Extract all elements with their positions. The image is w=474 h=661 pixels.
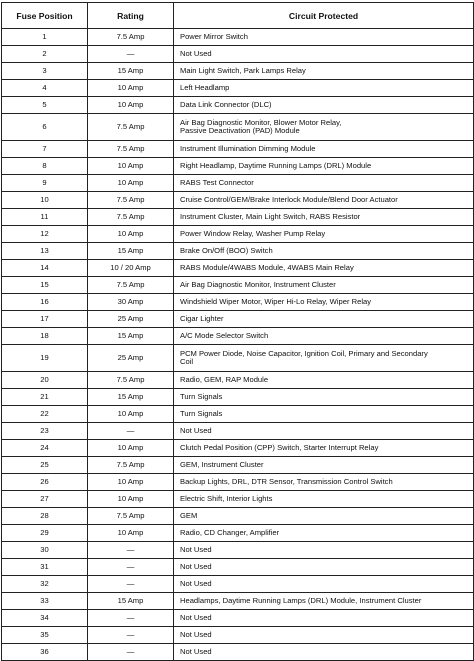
table-header-row — [2, 3, 474, 29]
header-circuit-protected: Circuit Protected — [174, 3, 474, 29]
table-row — [2, 542, 474, 559]
table-row — [2, 29, 474, 46]
table-row — [2, 525, 474, 542]
circuit-cell — [174, 491, 474, 508]
fuse-position-cell: 31 — [2, 559, 88, 576]
circuit-text: Windshield Wiper Motor, Wiper Hi-Lo Relay, Wiper Relay — [180, 297, 372, 306]
fuse-position-cell: 10 — [2, 192, 88, 209]
table-row — [2, 406, 474, 423]
rating-cell: — — [88, 627, 174, 644]
rating-cell: 7.5 Amp — [88, 29, 174, 46]
rating-cell: 10 Amp — [88, 525, 174, 542]
table-row — [2, 114, 474, 141]
rating-cell: 7.5 Amp — [88, 277, 174, 294]
fuse-position-cell: 7 — [2, 141, 88, 158]
circuit-cell — [174, 243, 474, 260]
fuse-position-cell: 11 — [2, 209, 88, 226]
table-row — [2, 423, 474, 440]
circuit-cell — [174, 209, 474, 226]
header-rating: Rating — [88, 3, 174, 29]
rating-cell: 7.5 Amp — [88, 508, 174, 525]
table-row — [2, 559, 474, 576]
table-row — [2, 491, 474, 508]
rating-cell: — — [88, 644, 174, 661]
table-row — [2, 97, 474, 114]
fuse-position-cell: 5 — [2, 97, 88, 114]
circuit-cell — [174, 610, 474, 627]
table-row — [2, 226, 474, 243]
rating-cell: 10 Amp — [88, 406, 174, 423]
fuse-position-cell: 34 — [2, 610, 88, 627]
fuse-position-cell: 15 — [2, 277, 88, 294]
circuit-cell — [174, 406, 474, 423]
circuit-cell — [174, 226, 474, 243]
circuit-cell — [174, 158, 474, 175]
rating-cell: 15 Amp — [88, 328, 174, 345]
fuse-position-cell: 28 — [2, 508, 88, 525]
table-row — [2, 192, 474, 209]
rating-cell: 10 Amp — [88, 226, 174, 243]
rating-cell: 10 Amp — [88, 97, 174, 114]
rating-cell: 7.5 Amp — [88, 192, 174, 209]
circuit-text: Clutch Pedal Position (CPP) Switch, Starter Interrupt Relay — [180, 443, 379, 452]
rating-cell: 10 Amp — [88, 80, 174, 97]
table-row — [2, 644, 474, 661]
fuse-position-cell: 13 — [2, 243, 88, 260]
fuse-position-cell: 19 — [2, 345, 88, 372]
fuse-position-cell: 14 — [2, 260, 88, 277]
circuit-cell — [174, 525, 474, 542]
circuit-cell — [174, 260, 474, 277]
circuit-text: Cigar Lighter — [180, 314, 224, 323]
circuit-cell — [174, 80, 474, 97]
circuit-text: Power Window Relay, Washer Pump Relay — [180, 229, 326, 238]
circuit-text: Right Headlamp, Daytime Running Lamps (DRL) Module — [180, 161, 372, 170]
fuse-position-cell: 27 — [2, 491, 88, 508]
rating-cell: 10 Amp — [88, 440, 174, 457]
rating-cell: 7.5 Amp — [88, 141, 174, 158]
circuit-text: Electric Shift, Interior Lights — [180, 494, 273, 503]
rating-cell: — — [88, 559, 174, 576]
circuit-cell — [174, 46, 474, 63]
table-row — [2, 311, 474, 328]
fuse-position-cell: 17 — [2, 311, 88, 328]
table-row — [2, 209, 474, 226]
table-row — [2, 46, 474, 63]
fuse-position-cell: 3 — [2, 63, 88, 80]
table-row — [2, 576, 474, 593]
circuit-cell — [174, 97, 474, 114]
circuit-cell — [174, 114, 474, 141]
fuse-position-cell: 29 — [2, 525, 88, 542]
fuse-position-cell: 23 — [2, 423, 88, 440]
fuse-position-cell: 22 — [2, 406, 88, 423]
circuit-text: Not Used — [180, 579, 212, 588]
fuse-position-cell: 8 — [2, 158, 88, 175]
circuit-text: Instrument Cluster, Main Light Switch, RABS Resistor — [180, 212, 361, 221]
circuit-cell — [174, 294, 474, 311]
circuit-cell — [174, 559, 474, 576]
rating-cell: 25 Amp — [88, 311, 174, 328]
table-row — [2, 277, 474, 294]
circuit-text: Not Used — [180, 562, 212, 571]
fuse-position-cell: 33 — [2, 593, 88, 610]
circuit-text: GEM, Instrument Cluster — [180, 460, 264, 469]
fuse-position-cell: 20 — [2, 372, 88, 389]
circuit-cell — [174, 192, 474, 209]
circuit-text: Data Link Connector (DLC) — [180, 100, 272, 109]
rating-cell: — — [88, 46, 174, 63]
fuse-position-cell: 25 — [2, 457, 88, 474]
circuit-cell — [174, 311, 474, 328]
rating-cell: 25 Amp — [88, 345, 174, 372]
circuit-text: Air Bag Diagnostic Monitor, Blower Motor Relay, Passive Deactivation (PAD) Module — [180, 118, 342, 135]
rating-cell: 10 Amp — [88, 175, 174, 192]
fuse-position-cell: 6 — [2, 114, 88, 141]
rating-cell: — — [88, 610, 174, 627]
circuit-text: Not Used — [180, 613, 212, 622]
circuit-cell — [174, 457, 474, 474]
fuse-position-cell: 35 — [2, 627, 88, 644]
circuit-cell — [174, 440, 474, 457]
circuit-cell — [174, 277, 474, 294]
circuit-text: Radio, GEM, RAP Module — [180, 375, 269, 384]
circuit-cell — [174, 508, 474, 525]
table-row — [2, 294, 474, 311]
fuse-position-cell: 1 — [2, 29, 88, 46]
table-row — [2, 63, 474, 80]
circuit-text: Not Used — [180, 647, 212, 656]
table-row — [2, 610, 474, 627]
fuse-position-cell: 36 — [2, 644, 88, 661]
circuit-text: Cruise Control/GEM/Brake Interlock Module/Blend Door Actuator — [180, 195, 398, 204]
circuit-cell — [174, 593, 474, 610]
rating-cell: — — [88, 423, 174, 440]
table-row — [2, 372, 474, 389]
circuit-cell — [174, 63, 474, 80]
table-row — [2, 175, 474, 192]
fuse-position-cell: 26 — [2, 474, 88, 491]
fuse-position-cell: 16 — [2, 294, 88, 311]
rating-cell: 15 Amp — [88, 389, 174, 406]
circuit-cell — [174, 576, 474, 593]
rating-cell: 15 Amp — [88, 243, 174, 260]
table-row — [2, 627, 474, 644]
rating-cell: 7.5 Amp — [88, 457, 174, 474]
circuit-cell — [174, 328, 474, 345]
table-row — [2, 158, 474, 175]
rating-cell: — — [88, 542, 174, 559]
rating-cell: 30 Amp — [88, 294, 174, 311]
rating-cell: 15 Amp — [88, 63, 174, 80]
table-row — [2, 457, 474, 474]
circuit-text: Not Used — [180, 630, 212, 639]
fuse-position-cell: 12 — [2, 226, 88, 243]
circuit-cell — [174, 175, 474, 192]
circuit-cell — [174, 423, 474, 440]
circuit-text: PCM Power Diode, Noise Capacitor, Ignition Coil, Primary and Secondary Coil — [180, 349, 428, 366]
circuit-text: Headlamps, Daytime Running Lamps (DRL) Module, Instrument Cluster — [180, 596, 422, 605]
circuit-text: Brake On/Off (BOO) Switch — [180, 246, 273, 255]
rating-cell: — — [88, 576, 174, 593]
circuit-cell — [174, 627, 474, 644]
fuse-position-cell: 9 — [2, 175, 88, 192]
fuse-position-cell: 4 — [2, 80, 88, 97]
fuse-position-cell: 2 — [2, 46, 88, 63]
fuse-position-cell: 18 — [2, 328, 88, 345]
table-row — [2, 328, 474, 345]
circuit-cell — [174, 389, 474, 406]
table-row — [2, 593, 474, 610]
fuse-table — [1, 2, 474, 661]
table-row — [2, 389, 474, 406]
rating-cell: 10 Amp — [88, 491, 174, 508]
rating-cell: 10 Amp — [88, 474, 174, 491]
circuit-text: GEM — [180, 511, 198, 520]
circuit-text: Backup Lights, DRL, DTR Sensor, Transmission Control Switch — [180, 477, 393, 486]
circuit-cell — [174, 29, 474, 46]
rating-cell: 7.5 Amp — [88, 209, 174, 226]
circuit-text: A/C Mode Selector Switch — [180, 331, 269, 340]
circuit-cell — [174, 542, 474, 559]
rating-cell: 7.5 Amp — [88, 114, 174, 141]
table-row — [2, 260, 474, 277]
circuit-text: RABS Module/4WABS Module, 4WABS Main Relay — [180, 263, 354, 272]
circuit-cell — [174, 474, 474, 491]
circuit-text: Left Headlamp — [180, 83, 230, 92]
circuit-text: Radio, CD Changer, Amplifier — [180, 528, 280, 537]
circuit-text: RABS Test Connector — [180, 178, 254, 187]
circuit-text: Not Used — [180, 49, 212, 58]
circuit-text: Instrument Illumination Dimming Module — [180, 144, 316, 153]
table-row — [2, 345, 474, 372]
table-row — [2, 474, 474, 491]
fuse-position-cell: 21 — [2, 389, 88, 406]
circuit-cell — [174, 345, 474, 372]
fuse-position-cell: 32 — [2, 576, 88, 593]
table-row — [2, 141, 474, 158]
circuit-text: Turn Signals — [180, 409, 223, 418]
circuit-cell — [174, 644, 474, 661]
table-row — [2, 440, 474, 457]
rating-cell: 10 / 20 Amp — [88, 260, 174, 277]
circuit-text: Turn Signals — [180, 392, 223, 401]
table-row — [2, 80, 474, 97]
rating-cell: 10 Amp — [88, 158, 174, 175]
rating-cell: 15 Amp — [88, 593, 174, 610]
header-fuse-position: Fuse Position — [2, 3, 88, 29]
circuit-text: Power Mirror Switch — [180, 32, 248, 41]
fuse-position-cell: 30 — [2, 542, 88, 559]
fuse-table-document — [1, 2, 473, 661]
circuit-text: Not Used — [180, 426, 212, 435]
table-row — [2, 508, 474, 525]
rating-cell: 7.5 Amp — [88, 372, 174, 389]
table-row — [2, 243, 474, 260]
circuit-text: Not Used — [180, 545, 212, 554]
circuit-cell — [174, 372, 474, 389]
circuit-cell — [174, 141, 474, 158]
circuit-text: Main Light Switch, Park Lamps Relay — [180, 66, 306, 75]
fuse-position-cell: 24 — [2, 440, 88, 457]
circuit-text: Air Bag Diagnostic Monitor, Instrument Cluster — [180, 280, 336, 289]
